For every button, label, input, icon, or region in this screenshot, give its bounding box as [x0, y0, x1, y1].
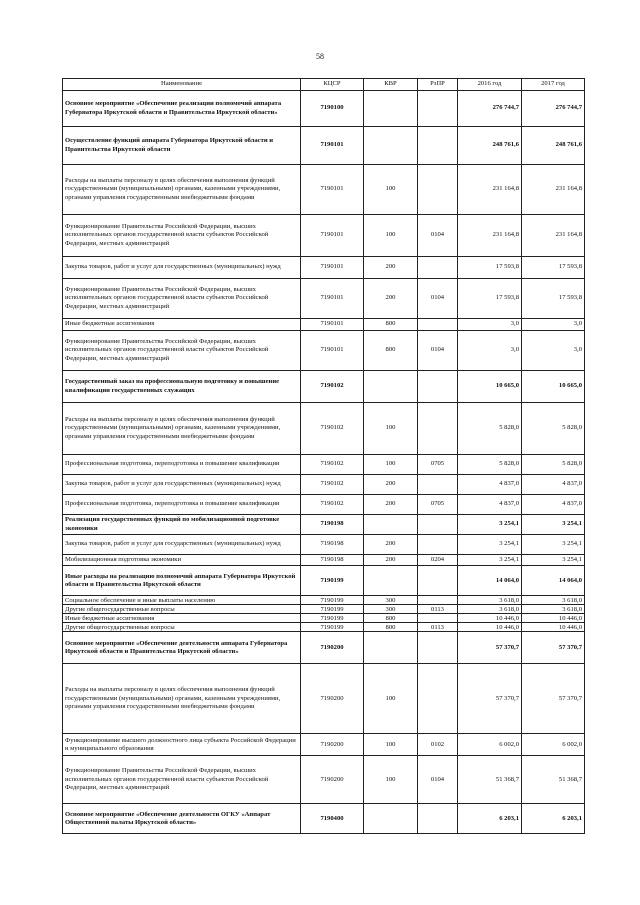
table-row: [63, 566, 585, 596]
cell-2017: 3 618,0: [522, 605, 585, 614]
table-row: [63, 804, 585, 834]
cell-kcsr: 7190200: [301, 632, 364, 664]
table-row: [63, 215, 585, 257]
cell-2016: 57 370,7: [458, 664, 522, 734]
cell-2016: 6 002,0: [458, 734, 522, 756]
table-row: [63, 734, 585, 756]
table-row: [63, 475, 585, 495]
cell-rzpr: [418, 515, 458, 535]
cell-kcsr: 7190102: [301, 371, 364, 403]
table-row: [63, 495, 585, 515]
cell-rzpr: [418, 535, 458, 555]
cell-2017: 248 761,6: [522, 127, 585, 165]
col-header-kvr: КВР: [364, 79, 418, 91]
cell-name: Функционирование Правительства Российской Федерации, высших исполнительных органов государственной власти субъектов Российской Федерации, местных администраций: [63, 215, 301, 257]
table-row: [63, 127, 585, 165]
cell-kcsr: 7190102: [301, 403, 364, 455]
cell-name: Закупка товаров, работ и услуг для государственных (муниципальных) нужд: [63, 475, 301, 495]
cell-kcsr: 7190199: [301, 614, 364, 623]
cell-rzpr: 0104: [418, 756, 458, 804]
cell-kcsr: 7190199: [301, 623, 364, 632]
cell-rzpr: 0204: [418, 555, 458, 566]
col-header-rzpr: РзПР: [418, 79, 458, 91]
table-row: [63, 623, 585, 632]
cell-kvr: [364, 566, 418, 596]
cell-rzpr: [418, 804, 458, 834]
cell-name: Профессиональная подготовка, переподготовка и повышение квалификации: [63, 495, 301, 515]
cell-2016: 10 665,0: [458, 371, 522, 403]
cell-rzpr: 0102: [418, 734, 458, 756]
cell-kvr: 100: [364, 455, 418, 475]
cell-2017: 4 837,0: [522, 475, 585, 495]
cell-kvr: 200: [364, 495, 418, 515]
cell-2017: 14 064,0: [522, 566, 585, 596]
cell-name: Мобилизационная подготовка экономики: [63, 555, 301, 566]
cell-kvr: 800: [364, 331, 418, 371]
cell-kcsr: 7190198: [301, 535, 364, 555]
cell-kvr: 100: [364, 165, 418, 215]
cell-kvr: 200: [364, 475, 418, 495]
cell-rzpr: [418, 165, 458, 215]
cell-2017: 10 446,0: [522, 623, 585, 632]
cell-2017: 57 370,7: [522, 632, 585, 664]
cell-2016: 3,0: [458, 319, 522, 331]
cell-kvr: 200: [364, 279, 418, 319]
cell-rzpr: [418, 596, 458, 605]
cell-2016: 231 164,8: [458, 165, 522, 215]
cell-2016: 3 254,1: [458, 555, 522, 566]
cell-name: Расходы на выплаты персоналу в целях обеспечения выполнения функций государственными (муниципальными) органами, казенными учреждениями, органами управления государственными внебюджетными фондами: [63, 664, 301, 734]
cell-2017: 276 744,7: [522, 91, 585, 127]
cell-rzpr: [418, 371, 458, 403]
cell-kvr: [364, 91, 418, 127]
cell-2017: 5 828,0: [522, 455, 585, 475]
cell-2016: 248 761,6: [458, 127, 522, 165]
cell-name: Социальное обеспечение и иные выплаты населению: [63, 596, 301, 605]
cell-kcsr: 7190101: [301, 331, 364, 371]
cell-rzpr: [418, 664, 458, 734]
cell-2017: 231 164,8: [522, 165, 585, 215]
cell-name: Основное мероприятие «Обеспечение деятельности ОГКУ «Аппарат Общественной палаты Иркутской области»: [63, 804, 301, 834]
cell-kvr: 200: [364, 555, 418, 566]
cell-kcsr: 7190100: [301, 91, 364, 127]
cell-kvr: 200: [364, 257, 418, 279]
table-row: [63, 632, 585, 664]
cell-name: Функционирование высшего должностного лица субъекта Российской Федерации и муниципального образования: [63, 734, 301, 756]
cell-name: Иные бюджетные ассигнования: [63, 614, 301, 623]
cell-2016: 276 744,7: [458, 91, 522, 127]
cell-2016: 17 593,8: [458, 257, 522, 279]
table-row: [63, 535, 585, 555]
cell-rzpr: [418, 475, 458, 495]
cell-rzpr: [418, 127, 458, 165]
cell-kcsr: 7190101: [301, 257, 364, 279]
cell-rzpr: [418, 566, 458, 596]
cell-kvr: [364, 804, 418, 834]
cell-kcsr: 7190101: [301, 215, 364, 257]
table-row: [63, 257, 585, 279]
cell-kvr: 300: [364, 596, 418, 605]
col-header-2016: 2016 год: [458, 79, 522, 91]
cell-kcsr: 7190199: [301, 605, 364, 614]
cell-2017: 3 254,1: [522, 515, 585, 535]
cell-2017: 5 828,0: [522, 403, 585, 455]
cell-rzpr: 0113: [418, 623, 458, 632]
cell-name: Другие общегосударственные вопросы: [63, 605, 301, 614]
cell-2017: 6 002,0: [522, 734, 585, 756]
cell-2017: 10 446,0: [522, 614, 585, 623]
cell-kvr: 800: [364, 623, 418, 632]
cell-kcsr: 7190200: [301, 756, 364, 804]
table-row: [63, 371, 585, 403]
cell-kvr: 100: [364, 756, 418, 804]
cell-kcsr: 7190199: [301, 596, 364, 605]
cell-kvr: 300: [364, 605, 418, 614]
table-row: [63, 614, 585, 623]
cell-2017: 3 618,0: [522, 596, 585, 605]
cell-rzpr: [418, 91, 458, 127]
cell-name: Расходы на выплаты персоналу в целях обеспечения выполнения функций государственными (муниципальными) органами, казенными учреждениями, органами управления государственными внебюджетными фондами: [63, 403, 301, 455]
cell-2016: 5 828,0: [458, 455, 522, 475]
cell-kcsr: 7190102: [301, 495, 364, 515]
cell-name: Функционирование Правительства Российской Федерации, высших исполнительных органов государственной власти субъектов Российской Федерации, местных администраций: [63, 331, 301, 371]
cell-2016: 14 064,0: [458, 566, 522, 596]
cell-kvr: [364, 371, 418, 403]
cell-name: Иные бюджетные ассигнования: [63, 319, 301, 331]
cell-name: Основное мероприятие «Обеспечение реализации полномочий аппарата Губернатора Иркутской области и Правительства Иркутской области»: [63, 91, 301, 127]
table-row: [63, 319, 585, 331]
cell-rzpr: 0705: [418, 495, 458, 515]
cell-2016: 231 164,8: [458, 215, 522, 257]
cell-2016: 10 446,0: [458, 623, 522, 632]
cell-2016: 57 370,7: [458, 632, 522, 664]
table-row: [63, 605, 585, 614]
cell-2017: 3,0: [522, 331, 585, 371]
cell-kcsr: 7190199: [301, 566, 364, 596]
cell-2016: 4 837,0: [458, 495, 522, 515]
cell-name: Реализация государственных функций по мобилизационной подготовке экономики: [63, 515, 301, 535]
cell-2017: 17 593,8: [522, 279, 585, 319]
cell-name: Профессиональная подготовка, переподготовка и повышение квалификации: [63, 455, 301, 475]
cell-kcsr: 7190101: [301, 319, 364, 331]
cell-2016: 17 593,8: [458, 279, 522, 319]
cell-2017: 3 254,1: [522, 535, 585, 555]
cell-name: Закупка товаров, работ и услуг для государственных (муниципальных) нужд: [63, 535, 301, 555]
cell-2017: 17 593,8: [522, 257, 585, 279]
cell-rzpr: 0104: [418, 215, 458, 257]
cell-name: Расходы на выплаты персоналу в целях обеспечения выполнения функций государственными (муниципальными) органами, казенными учреждениями, органами управления государственными внебюджетными фондами: [63, 165, 301, 215]
col-header-name: Наименование: [63, 79, 301, 91]
table-row: [63, 331, 585, 371]
cell-2017: 51 368,7: [522, 756, 585, 804]
table-row: [63, 165, 585, 215]
table-row: [63, 555, 585, 566]
cell-name: Основное мероприятие «Обеспечение деятельности аппарата Губернатора Иркутской области и Правительства Иркутской области»: [63, 632, 301, 664]
cell-kcsr: 7190101: [301, 127, 364, 165]
table-header-row: [63, 79, 585, 91]
cell-name: Иные расходы на реализацию полномочий аппарата Губернатора Иркутской области и Правительства Иркутской области: [63, 566, 301, 596]
page-number: 58: [316, 52, 324, 61]
cell-kcsr: 7190101: [301, 279, 364, 319]
cell-kcsr: 7190400: [301, 804, 364, 834]
table-row: [63, 515, 585, 535]
cell-2017: 4 837,0: [522, 495, 585, 515]
cell-2016: 10 446,0: [458, 614, 522, 623]
col-header-kcsr: КЦСР: [301, 79, 364, 91]
cell-kcsr: 7190200: [301, 664, 364, 734]
cell-rzpr: [418, 257, 458, 279]
cell-rzpr: 0113: [418, 605, 458, 614]
cell-rzpr: [418, 403, 458, 455]
cell-2017: 57 370,7: [522, 664, 585, 734]
cell-kcsr: 7190101: [301, 165, 364, 215]
table-row: [63, 596, 585, 605]
table-row: [63, 403, 585, 455]
cell-2017: 6 203,1: [522, 804, 585, 834]
table-row: [63, 91, 585, 127]
cell-2016: 4 837,0: [458, 475, 522, 495]
cell-2016: 3,0: [458, 331, 522, 371]
cell-2017: 3,0: [522, 319, 585, 331]
cell-name: Функционирование Правительства Российской Федерации, высших исполнительных органов государственной власти субъектов Российской Федерации, местных администраций: [63, 279, 301, 319]
cell-kvr: [364, 632, 418, 664]
cell-2016: 3 618,0: [458, 605, 522, 614]
cell-kvr: 100: [364, 734, 418, 756]
table-row: [63, 756, 585, 804]
cell-rzpr: [418, 319, 458, 331]
cell-kcsr: 7190200: [301, 734, 364, 756]
cell-name: Функционирование Правительства Российской Федерации, высших исполнительных органов государственной власти субъектов Российской Федерации, местных администраций: [63, 756, 301, 804]
cell-kvr: 100: [364, 215, 418, 257]
cell-kvr: 100: [364, 403, 418, 455]
cell-2017: 231 164,8: [522, 215, 585, 257]
table-row: [63, 664, 585, 734]
cell-2016: 51 368,7: [458, 756, 522, 804]
col-header-2017: 2017 год: [522, 79, 585, 91]
cell-2016: 5 828,0: [458, 403, 522, 455]
cell-kvr: 800: [364, 614, 418, 623]
budget-table: [62, 78, 585, 834]
cell-kvr: 200: [364, 535, 418, 555]
table-row: [63, 279, 585, 319]
cell-2016: 6 203,1: [458, 804, 522, 834]
cell-kvr: 100: [364, 664, 418, 734]
cell-2016: 3 254,1: [458, 535, 522, 555]
cell-name: Осуществление функций аппарата Губернатора Иркутской области и Правительства Иркутской области: [63, 127, 301, 165]
cell-kcsr: 7190102: [301, 475, 364, 495]
cell-kvr: [364, 515, 418, 535]
table-body: [63, 91, 585, 834]
table-row: [63, 455, 585, 475]
cell-kvr: 800: [364, 319, 418, 331]
cell-name: Закупка товаров, работ и услуг для государственных (муниципальных) нужд: [63, 257, 301, 279]
cell-rzpr: [418, 632, 458, 664]
cell-2017: 3 254,1: [522, 555, 585, 566]
cell-rzpr: 0705: [418, 455, 458, 475]
cell-name: Государственный заказ на профессиональную подготовку и повышение квалификации государственных служащих: [63, 371, 301, 403]
cell-rzpr: 0104: [418, 279, 458, 319]
cell-2016: 3 254,1: [458, 515, 522, 535]
cell-rzpr: 0104: [418, 331, 458, 371]
cell-kvr: [364, 127, 418, 165]
cell-rzpr: [418, 614, 458, 623]
cell-2016: 3 618,0: [458, 596, 522, 605]
cell-kcsr: 7190198: [301, 515, 364, 535]
cell-kcsr: 7190102: [301, 455, 364, 475]
cell-2017: 10 665,0: [522, 371, 585, 403]
cell-name: Другие общегосударственные вопросы: [63, 623, 301, 632]
cell-kcsr: 7190198: [301, 555, 364, 566]
